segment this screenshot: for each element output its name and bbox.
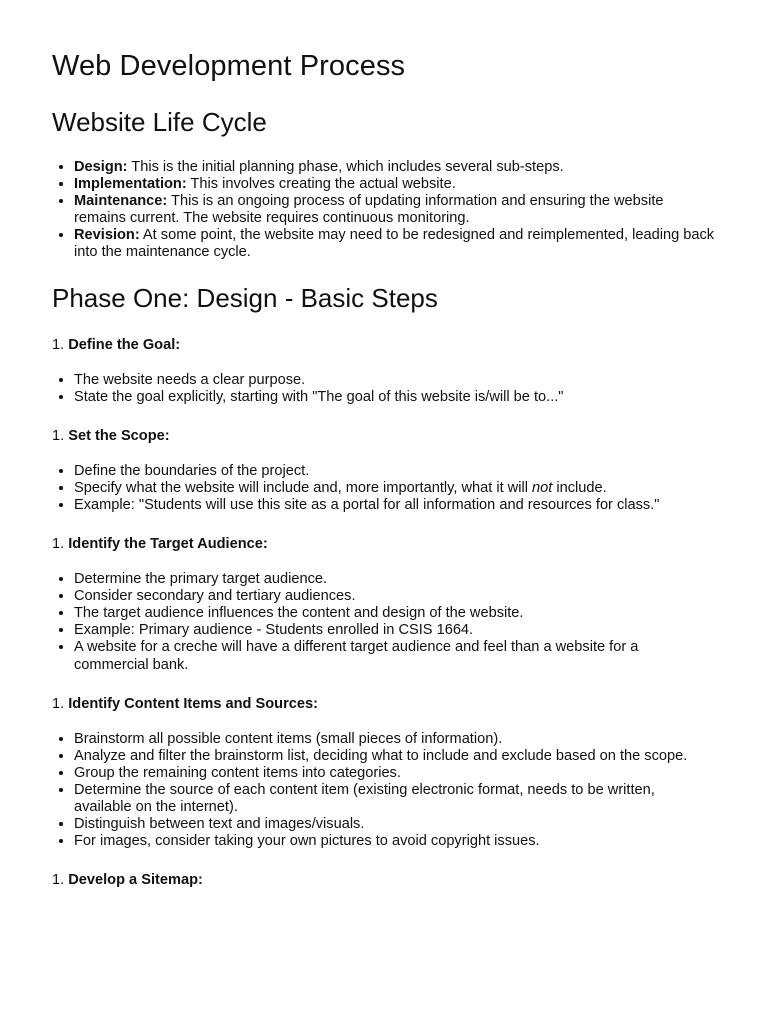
list-item: • The website needs a clear purpose.: [74, 372, 716, 389]
list-item: • Analyze and filter the brainstorm list, deciding what to include and exclude based on the scope.: [74, 748, 716, 765]
step-title-set-scope: [52, 428, 716, 445]
term-description: This is an ongoing process of updating information and ensuring the website remains current. The website requires continuous monitoring.: [74, 193, 664, 227]
step-title-define-goal: [52, 337, 716, 354]
step-number: 1.: [52, 536, 65, 553]
step-label: Identify the Target Audience:: [68, 536, 268, 553]
list-item: • The target audience influences the content and design of the website.: [74, 605, 716, 622]
term-description: This involves creating the actual website.: [186, 176, 456, 193]
list-item: • Brainstorm all possible content items (small pieces of information).: [74, 731, 716, 748]
step-title-target-audience: [52, 536, 716, 553]
step-list-set-scope: [52, 463, 716, 514]
step-number: 1.: [52, 336, 65, 353]
document-title: Web Development Process: [52, 50, 406, 82]
list-item: • State the goal explicitly, starting with "The goal of this website is/will be to...": [74, 389, 716, 406]
list-item: • Determine the source of each content item (existing electronic format, needs to be written, available on the internet).: [74, 782, 716, 816]
step-title-sitemap: [52, 872, 716, 889]
lifecycle-list: [52, 159, 716, 262]
term-label: Implementation:: [74, 176, 187, 193]
step-list-content-items: [52, 731, 716, 851]
list-item: • Distinguish between text and images/visuals.: [74, 816, 716, 833]
list-item: • A website for a creche will have a different target audience and feel than a website for a commercial bank.: [74, 639, 716, 673]
list-item: • Consider secondary and tertiary audiences.: [74, 588, 716, 605]
list-item: [74, 480, 716, 497]
step-label: Set the Scope:: [68, 427, 170, 444]
step-number: 1.: [52, 695, 65, 712]
step-label: Develop a Sitemap:: [68, 872, 203, 889]
section-heading-phase-one: Phase One: Design - Basic Steps: [52, 282, 438, 313]
term-label: Maintenance:: [74, 193, 168, 210]
step-number: 1.: [52, 872, 65, 889]
step-number: 1.: [52, 427, 65, 444]
list-item: • Example: "Students will use this site as a portal for all information and resources for class.": [74, 497, 716, 514]
text-span: Specify what the website will include and, more importantly, what it will: [74, 479, 533, 496]
section-heading-lifecycle: Website Life Cycle: [52, 107, 267, 137]
list-item: • Group the remaining content items into categories.: [74, 765, 716, 782]
term-label: Revision:: [74, 227, 140, 244]
term-label: Design:: [74, 159, 128, 175]
step-title-content-items: [52, 696, 716, 713]
list-item: • Example: Primary audience - Students enrolled in CSIS 1664.: [74, 622, 716, 639]
list-item: [74, 159, 716, 176]
list-item: • Define the boundaries of the project.: [74, 463, 716, 480]
step-list-define-goal: [52, 372, 716, 406]
term-description: At some point, the website may need to be redesigned and reimplemented, leading back into the maintenance cycle.: [74, 227, 715, 261]
list-item: [74, 193, 716, 227]
list-item: • Determine the primary target audience.: [74, 571, 716, 588]
list-item: [74, 176, 716, 193]
text-span: include.: [552, 479, 607, 496]
list-item: • For images, consider taking your own pictures to avoid copyright issues.: [74, 833, 716, 850]
list-item: [74, 227, 716, 261]
step-list-target-audience: [52, 571, 716, 674]
emphasis-text: not: [532, 479, 553, 496]
step-label: Define the Goal:: [68, 336, 181, 353]
step-label: Identify Content Items and Sources:: [68, 695, 318, 712]
term-description: This is the initial planning phase, which includes several sub-steps.: [127, 159, 564, 175]
